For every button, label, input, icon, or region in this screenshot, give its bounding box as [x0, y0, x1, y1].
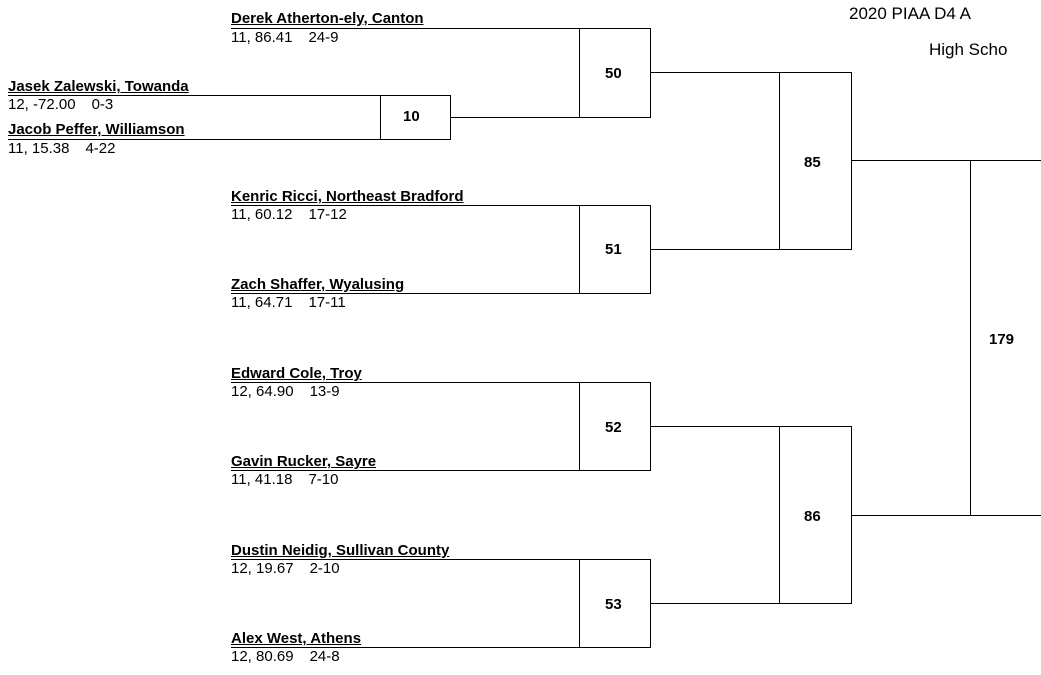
bout-number: 85: [804, 154, 821, 171]
wrestler-name: Dustin Neidig, Sullivan County: [231, 542, 450, 559]
bout-bracket-line: [970, 515, 1041, 516]
wrestler-name: Gavin Rucker, Sayre: [231, 453, 377, 470]
wrestler-info: 12, 80.69 24-8: [231, 648, 340, 665]
bout-bracket-line: [779, 603, 852, 604]
bout-bracket-line: [779, 426, 852, 427]
bout-bracket-line: [779, 426, 780, 604]
bout-bracket-line: [579, 28, 580, 118]
bout-output-line: [650, 603, 779, 604]
bout-output-line: [851, 160, 971, 161]
wrestler-info: 11, 41.18 7-10: [231, 471, 339, 488]
wrestler-name: Alex West, Athens: [231, 630, 362, 647]
wrestler-info: 11, 60.12 17-12: [231, 206, 347, 223]
bout-bracket-line: [779, 72, 780, 250]
bout-output-line: [650, 72, 779, 73]
bout-number: 52: [605, 419, 622, 436]
wrestler-name: Jasek Zalewski, Towanda: [8, 78, 189, 95]
wrestler-info: 11, 15.38 4-22: [8, 140, 116, 157]
bout-number: 179: [989, 331, 1015, 348]
bout-bracket-line: [579, 293, 651, 294]
bout-bracket-line: [380, 95, 381, 140]
bout-number: 51: [605, 241, 622, 258]
bout-number: 86: [804, 508, 821, 525]
wrestler-name: Derek Atherton-ely, Canton: [231, 10, 424, 27]
wrestler-name: Kenric Ricci, Northeast Bradford: [231, 188, 464, 205]
bout-output-line: [851, 515, 971, 516]
wrestler-info: 12, 64.90 13-9: [231, 383, 340, 400]
bout-bracket-line: [579, 205, 651, 206]
wrestler-info: 11, 86.41 24-9: [231, 29, 339, 46]
bout-bracket-line: [579, 117, 651, 118]
bout-bracket-line: [579, 382, 651, 383]
bout-bracket-line: [650, 28, 651, 118]
bout-bracket-line: [579, 647, 651, 648]
bout-bracket-line: [579, 470, 651, 471]
bracket-subtitle: High Scho: [929, 40, 1008, 59]
bout-bracket-line: [779, 72, 852, 73]
bout-number: 10: [403, 108, 420, 125]
bracket-title: 2020 PIAA D4 A: [849, 4, 971, 23]
bout-bracket-line: [970, 160, 1041, 161]
bout-bracket-line: [579, 559, 580, 648]
bout-bracket-line: [779, 249, 852, 250]
wrestler-name: Zach Shaffer, Wyalusing: [231, 276, 405, 293]
wrestler-info: 12, 19.67 2-10: [231, 560, 340, 577]
wrestler-info: 12, -72.00 0-3: [8, 96, 114, 113]
bout-bracket-line: [970, 160, 971, 516]
bout-output-line: [650, 426, 779, 427]
bout-bracket-line: [579, 205, 580, 294]
bout-bracket-line: [851, 72, 852, 250]
bout-output-line: [450, 117, 579, 118]
bout-bracket-line: [579, 382, 580, 471]
bout-output-line: [650, 249, 779, 250]
bout-bracket-line: [380, 95, 451, 96]
wrestler-info: 11, 64.71 17-11: [231, 294, 346, 311]
wrestler-name: Edward Cole, Troy: [231, 365, 362, 382]
bout-bracket-line: [579, 28, 651, 29]
bout-number: 50: [605, 65, 622, 82]
bout-bracket-line: [579, 559, 651, 560]
bout-number: 53: [605, 596, 622, 613]
bout-bracket-line: [380, 139, 451, 140]
wrestler-name: Jacob Peffer, Williamson: [8, 121, 185, 138]
